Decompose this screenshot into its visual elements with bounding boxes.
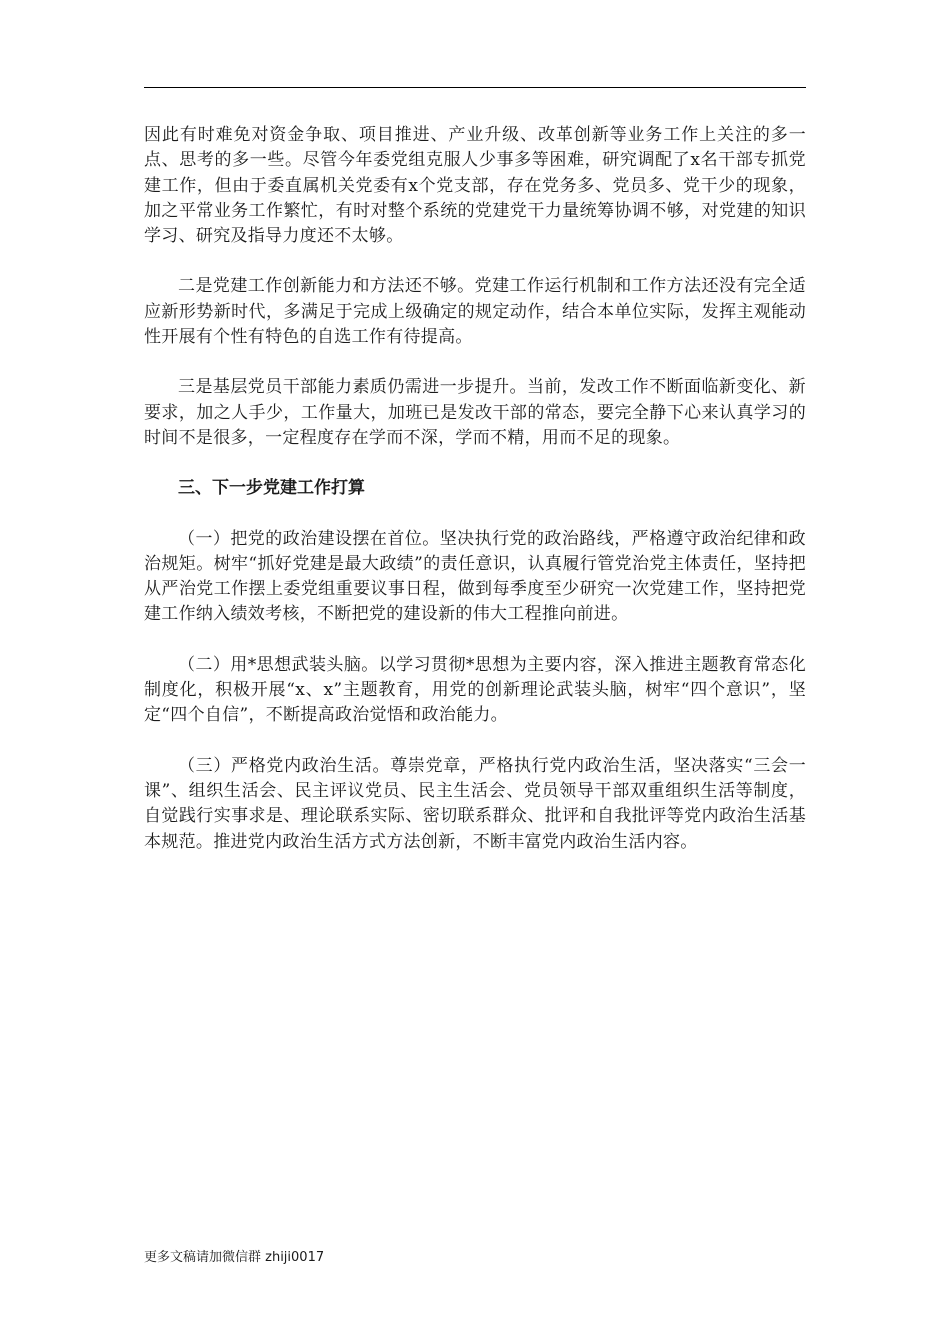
plan-item-two: （二）用*思想武装头脑。以学习贯彻*思想为主要内容，深入推进主题教育常态化制度化，积极开展“x、x”主题教育，用党的创新理论武装头脑，树牢“四个意识”，坚定“四个自信”，不断提高政治觉悟和政治能力。 — [144, 654, 806, 726]
footer-note: 更多文稿请加微信群 zhiji0017 — [144, 1250, 325, 1265]
paragraph-point-three: 三是基层党员干部能力素质仍需进一步提升。当前，发改工作不断面临新变化、新要求，加之人手少，工作量大，加班已是发改干部的常态，要完全静下心来认真学习的时间不是很多，一定程度存在学而不深，学而不精，用而不足的现象。 — [144, 377, 806, 448]
section-heading: 三、下一步党建工作打算 — [178, 478, 365, 499]
paragraph-point-two: 二是党建工作创新能力和方法还不够。党建工作运行机制和工作方法还没有完全适应新形势新时代，多满足于完成上级确定的规定动作，结合本单位实际，发挥主观能动性开展有个性有特色的自选工作有待提高。 — [144, 276, 806, 348]
plan-item-one: （一）把党的政治建设摆在首位。坚决执行党的政治路线，严格遵守政治纪律和政治规矩。树牢“抓好党建是最大政绩”的责任意识，认真履行管党治党主体责任，坚持把从严治党工作摆上委党组重要议事日程，做到每季度至少研究一次党建工作，坚持把党建工作纳入绩效考核，不断把党的建设新的伟大工程推向前进。 — [144, 528, 806, 625]
document-body — [144, 123, 806, 855]
plan-item-three: （三）严格党内政治生活。尊崇党章，严格执行党内政治生活，坚决落实“三会一课”、组织生活会、民主评议党员、民主生活会、党员领导干部双重组织生活等制度，自觉践行实事求是、理论联系实际、密切联系群众、批评和自我批评等党内政治生活基本规范。推进党内政治生活方式方法创新，不断丰富党内政治生活内容。 — [144, 755, 806, 852]
header-rule — [144, 87, 806, 88]
paragraph-continued: 因此有时难免对资金争取、项目推进、产业升级、改革创新等业务工作上关注的多一点、思考的多一些。尽管今年委党组克服人少事多等困难，研究调配了x名干部专抓党建工作，但由于委直属机关党委有x个党支部，存在党务多、党员多、党干少的现象，加之平常业务工作繁忙，有时对整个系统的党建党干力量统筹协调不够，对党建的知识学习、研究及指导力度还不太够。 — [144, 125, 806, 247]
